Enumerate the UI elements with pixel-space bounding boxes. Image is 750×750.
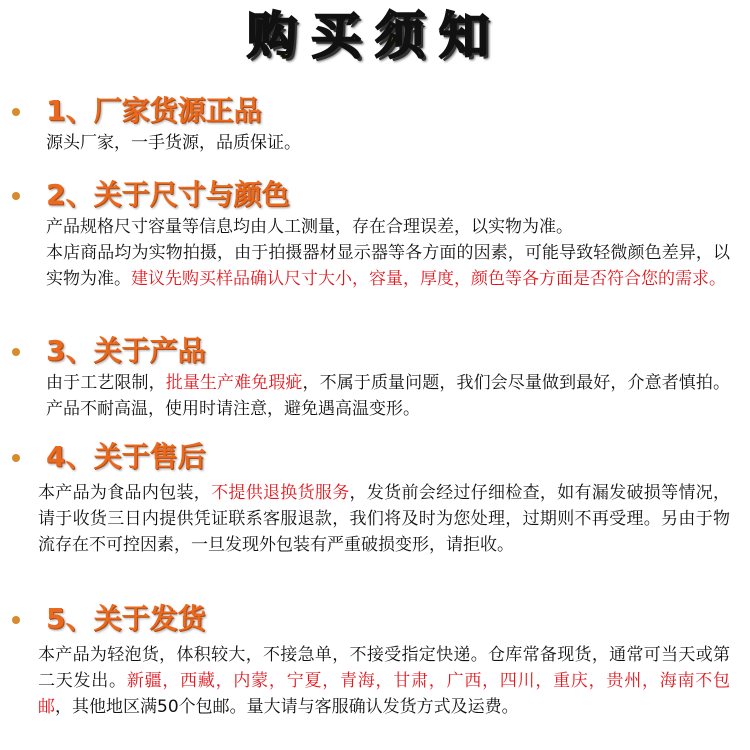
section-heading [0, 92, 750, 130]
highlight-text: 不提供退换货服务 [211, 483, 350, 503]
body-paragraph [46, 240, 730, 292]
title-banner [0, 4, 750, 68]
body-text: 源头厂家，一手货源，品质保证。 [46, 133, 301, 153]
bullet-dot-icon [12, 108, 20, 116]
section-heading [0, 332, 750, 370]
section-body [46, 130, 726, 156]
body-text: ，其他地区满50个包邮。量大请与客服确认发货方式及运费。 [55, 697, 519, 717]
body-text: 由于工艺限制， [46, 373, 166, 393]
section-heading [0, 176, 750, 214]
section-5 [0, 600, 750, 720]
highlight-text: 批量生产难免瑕疵 [165, 373, 303, 393]
section-heading-text: 2、关于尺寸与颜色 [46, 178, 290, 211]
section-heading [0, 438, 750, 476]
section-1 [0, 92, 750, 156]
body-text: 本产品为轻泡货，体积较大，不接急单，不接受指定快递。仓库常备现货，通常可当天或第二天发出。 [38, 645, 730, 691]
section-body [46, 214, 730, 292]
section-heading-text: 5、关于发货 [46, 602, 206, 635]
section-3 [0, 332, 750, 422]
highlight-text: 新疆，西藏，内蒙，宁夏，青海，甘肃，广西，四川，重庆，贵州，海南不包邮 [38, 671, 731, 717]
section-heading [0, 600, 750, 638]
bullet-dot-icon [12, 616, 20, 624]
section-2 [0, 176, 750, 292]
bullet-dot-icon [12, 348, 20, 356]
page-title: 购买须知 [247, 7, 503, 65]
section-body [38, 480, 730, 558]
body-text: 本店商品均为实物拍摄，由于拍摄器材显示器等各方面的因素，可能导致轻微颜色差异，以实物为准。 [46, 243, 730, 289]
body-text: 产品规格尺寸容量等信息均由人工测量，存在合理误差，以实物为准。 [46, 217, 573, 237]
body-text: ，不属于质量问题，我们会尽量做到最好，介意者慎拍。产品不耐高温，使用时请注意，避免遇高温变形。 [46, 373, 731, 419]
body-text: ，发货前会经过仔细检查，如有漏发破损等情况，请于收货三日内提供凭证联系客服退款，我们将及时为您处理，过期则不再受理。另由于物流存在不可控因素，一旦发现外包装有严重破损变形，请拒收。 [38, 483, 731, 555]
section-heading-text: 3、关于产品 [46, 334, 206, 367]
highlight-text: 建议先购买样品确认尺寸大小，容量，厚度，颜色等各方面是否符合您的需求。 [131, 269, 726, 289]
section-heading-text: 1、厂家货源正品 [46, 94, 262, 127]
bullet-dot-icon [12, 192, 20, 200]
section-4 [0, 438, 750, 558]
section-body [38, 642, 730, 720]
section-heading-text: 4、关于售后 [46, 440, 206, 473]
bullet-dot-icon [12, 454, 20, 462]
body-text: 本产品为食品内包装， [38, 483, 212, 503]
section-body [46, 370, 730, 422]
